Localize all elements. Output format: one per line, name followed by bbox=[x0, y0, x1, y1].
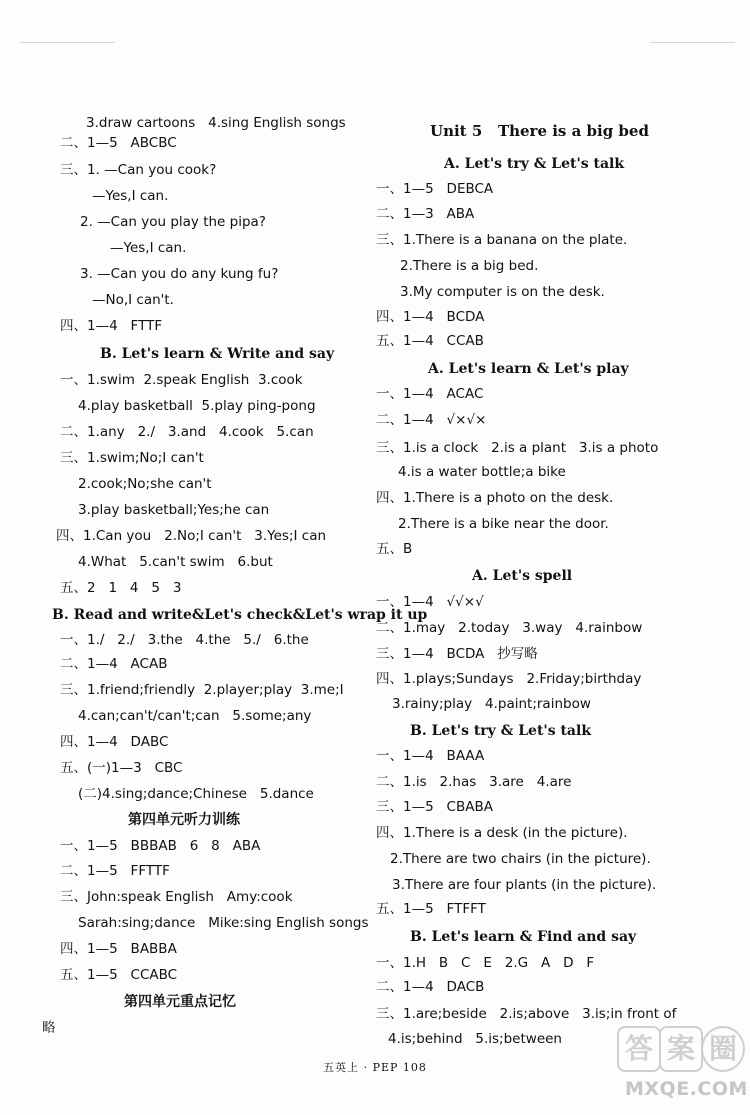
right-answer-line: 4.is a water bottle;a bike bbox=[398, 464, 566, 480]
left-section-heading: 第四单元听力训练 bbox=[128, 812, 240, 828]
right-answer-line: 四、1.plays;Sundays 2.Friday;birthday bbox=[376, 671, 642, 687]
left-section-heading: 第四单元重点记忆 bbox=[124, 994, 236, 1010]
right-answer-line: 3.rainy;play 4.paint;rainbow bbox=[392, 696, 591, 712]
left-answer-line: Sarah:sing;dance Mike:sing English songs bbox=[78, 915, 369, 931]
right-section-heading: A. Let's spell bbox=[472, 568, 573, 584]
right-answer-line: 三、1—5 CBABA bbox=[376, 799, 493, 815]
right-answer-line: 五、1—5 FTFFT bbox=[376, 901, 486, 917]
left-answer-line: 四、1—5 BABBA bbox=[60, 941, 177, 957]
left-answer-line: 二、1—4 ACAB bbox=[60, 656, 168, 672]
left-answer-line: 3. —Can you do any kung fu? bbox=[80, 266, 279, 282]
left-answer-line: (二)4.sing;dance;Chinese 5.dance bbox=[78, 786, 314, 802]
left-answer-line: 4.play basketball 5.play ping-pong bbox=[78, 398, 316, 414]
left-answer-line: 二、1—5 ABCBC bbox=[60, 135, 177, 151]
left-answer-line: 2. —Can you play the pipa? bbox=[80, 214, 266, 230]
left-answer-line: 一、1./ 2./ 3.the 4.the 5./ 6.the bbox=[60, 632, 309, 648]
right-section-heading: B. Let's learn & Find and say bbox=[410, 929, 637, 945]
right-answer-line: 一、1—4 ACAC bbox=[376, 386, 484, 402]
right-answer-line: 三、1—4 BCDA 抄写略 bbox=[376, 646, 538, 662]
left-answer-line: 3.play basketball;Yes;he can bbox=[78, 502, 270, 518]
left-answer-line: 二、1.any 2./ 3.and 4.cook 5.can bbox=[60, 424, 314, 440]
right-answer-line: 三、1.is a clock 2.is a plant 3.is a photo bbox=[376, 440, 659, 456]
right-answer-line: 一、1.H B C E 2.G A D F bbox=[376, 955, 595, 971]
watermark-char: 答 bbox=[617, 1026, 661, 1072]
right-answer-line: 三、1.There is a banana on the plate. bbox=[376, 232, 628, 248]
left-answer-line: 4.What 5.can't swim 6.but bbox=[78, 554, 273, 570]
right-answer-line: 2.There are two chairs (in the picture). bbox=[390, 851, 651, 867]
right-section-heading: A. Let's try & Let's talk bbox=[444, 156, 625, 172]
right-section-heading: A. Let's learn & Let's play bbox=[428, 361, 629, 377]
left-answer-line: —Yes,I can. bbox=[110, 240, 187, 256]
left-answer-line: 略 bbox=[42, 1020, 56, 1036]
left-answer-line: 3.draw cartoons 4.sing English songs bbox=[86, 115, 346, 131]
right-answer-line: 二、1.is 2.has 3.are 4.are bbox=[376, 774, 572, 790]
right-answer-line: 二、1.may 2.today 3.way 4.rainbow bbox=[376, 620, 643, 636]
left-answer-line: 二、1—5 FFTTF bbox=[60, 863, 170, 879]
right-answer-line: 2.There is a big bed. bbox=[400, 258, 539, 274]
left-answer-line: 三、John:speak English Amy:cook bbox=[60, 889, 293, 905]
right-answer-line: 三、1.are;beside 2.is;above 3.is;in front of bbox=[376, 1006, 677, 1022]
right-answer-line: 4.is;behind 5.is;between bbox=[388, 1031, 562, 1047]
left-answer-line: 三、1.friend;friendly 2.player;play 3.me;I bbox=[60, 682, 344, 698]
watermark-char: 圈 bbox=[701, 1026, 745, 1072]
right-answer-line: 二、1—4 DACB bbox=[376, 979, 485, 995]
page-footer: 五英上 · PEP 108 bbox=[323, 1061, 427, 1074]
right-answer-line: 五、1—4 CCAB bbox=[376, 333, 484, 349]
right-answer-line: 五、B bbox=[376, 541, 413, 557]
right-section-heading: B. Let's try & Let's talk bbox=[410, 723, 592, 739]
right-answer-line: 二、1—3 ABA bbox=[376, 206, 475, 222]
right-answer-line: 3.There are four plants (in the picture). bbox=[392, 877, 657, 893]
right-answer-line: 3.My computer is on the desk. bbox=[400, 284, 605, 300]
left-answer-line: 4.can;can't/can't;can 5.some;any bbox=[78, 708, 312, 724]
left-answer-line: 五、1—5 CCABC bbox=[60, 967, 178, 983]
left-section-heading: B. Let's learn & Write and say bbox=[100, 346, 335, 362]
left-answer-line: 四、1—4 FTTF bbox=[60, 318, 163, 334]
left-answer-line: 三、1.swim;No;I can't bbox=[60, 450, 204, 466]
right-answer-line: 一、1—4 BAAA bbox=[376, 748, 485, 764]
unit-title: Unit 5 There is a big bed bbox=[430, 122, 649, 140]
left-answer-line: 四、1—4 DABC bbox=[60, 734, 169, 750]
right-answer-line: 一、1—4 √√×√ bbox=[376, 594, 484, 610]
watermark-logo bbox=[615, 1020, 748, 1112]
left-section-heading: B. Read and write&Let's check&Let's wrap it up bbox=[52, 607, 428, 623]
left-answer-line: 2.cook;No;she can't bbox=[78, 476, 212, 492]
left-answer-line: 四、1.Can you 2.No;I can't 3.Yes;I can bbox=[56, 528, 327, 544]
left-answer-line: 一、1.swim 2.speak English 3.cook bbox=[60, 372, 303, 388]
watermark-char: 案 bbox=[659, 1026, 703, 1072]
right-answer-line: 2.There is a bike near the door. bbox=[398, 516, 609, 532]
right-answer-line: 四、1—4 BCDA bbox=[376, 309, 485, 325]
right-answer-line: 二、1—4 √×√× bbox=[376, 412, 487, 428]
right-answer-line: 四、1.There is a photo on the desk. bbox=[376, 490, 614, 506]
watermark-url: MXQE.COM bbox=[625, 1078, 748, 1100]
left-answer-line: —No,I can't. bbox=[92, 292, 174, 308]
left-answer-line: 五、(一)1—3 CBC bbox=[60, 760, 183, 776]
left-answer-line: 三、1. —Can you cook? bbox=[60, 162, 217, 178]
right-answer-line: 四、1.There is a desk (in the picture). bbox=[376, 825, 628, 841]
right-answer-line: 一、1—5 DEBCA bbox=[376, 181, 494, 197]
left-answer-line: —Yes,I can. bbox=[92, 188, 169, 204]
left-answer-line: 一、1—5 BBBAB 6 8 ABA bbox=[60, 838, 261, 854]
left-answer-line: 五、2 1 4 5 3 bbox=[60, 580, 182, 596]
